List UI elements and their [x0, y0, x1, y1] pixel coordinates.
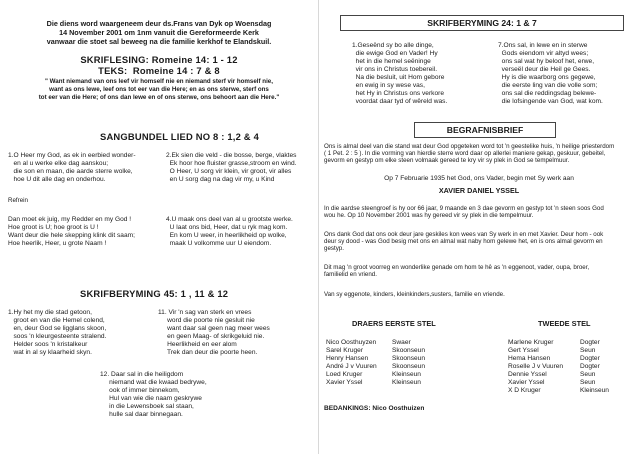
verse-line: hoe U dit alle dag en onderhou. [8, 176, 106, 183]
begrafnisbrief-heading: BEGRAFNISBRIEF [414, 122, 556, 138]
draer-name: Xavier Yssel [508, 379, 545, 386]
verse-line: Hul van wie die naam geskrywe [100, 395, 202, 402]
draer-relation: Seun [580, 371, 596, 378]
verse-line: 2.Ek sien die veld - die bosse, berge, vlaktes [166, 152, 297, 159]
draer-relation: Skoonseun [392, 355, 425, 362]
intro-line: Die diens word waargeneem deur ds.Frans van Dyk op Woensdag [46, 19, 272, 28]
skrifberyming24-heading: SKRIFBERYMING 24: 1 & 7 [340, 15, 624, 31]
intro-line: 14 November 2001 om 1nm vanuit die Gereformeerde Kerk [59, 28, 259, 37]
draer-name: Gert Yssel [508, 347, 539, 354]
teks-heading: TEKS: Romeine 14 : 7 & 8 [98, 65, 220, 76]
deceased-name: XAVIER DANIEL YSSEL [438, 186, 520, 195]
brief-line: wou he. Op 10 November 2001 was hy gereed vir sy plek in die tempelmuur. [324, 212, 534, 219]
draers-heading: DRAERS EERSTE STEL [352, 319, 436, 328]
verse-line: vir ons in Christus toebereil. [352, 66, 438, 73]
draer-relation: Dogter [580, 363, 600, 370]
verse-line: die son en maan, die aarde sterre wolke, [8, 168, 133, 175]
brief-line: gestyp. [324, 245, 344, 252]
draer-relation: Skoonseun [392, 347, 425, 354]
verse-line: en al u werke elke dag aanskou; [8, 160, 109, 167]
verse-line: maak U volkomme uur U eiendom. [166, 240, 272, 247]
refrein-label: Refrein [8, 197, 28, 204]
draer-relation: Kleinseun [392, 371, 421, 378]
draer-relation: Skoonseun [392, 363, 425, 370]
quote-line: " Want niemand van ons leef vir homself nie en niemand sterf vir homself nie, [45, 78, 273, 85]
tweede-heading: TWEEDE STEL [538, 319, 591, 328]
verse-line: 1.Geseënd sy bo alle dinge, [352, 42, 434, 49]
brief-line: In die aardse steengroef is hy oor 66 jaar, 9 maande en 3 dae gevorm en gestyp tot 'n steen soos God [324, 205, 604, 212]
verse-line: en ewig in sy wese vas, [352, 82, 425, 89]
draer-relation: Dogter [580, 339, 600, 346]
brief-line: Ons is almal deel van die stand wat deur God opgeteken word tot 'n geestelike huis, 'n heilige priesterdom [324, 143, 615, 150]
verse-line: wat in al sy klaarheid skyn. [8, 349, 92, 356]
verse-line: Gods eiendom vir altyd wees; [498, 50, 589, 57]
draer-name: Nico Oosthuyzen [326, 339, 377, 346]
quote-line: tot eer van die Here; of ons dan lewe en of ons sterwe, ons behoort aan die Here." [38, 94, 280, 101]
verse-line: die ewige God en Vader! Hy [352, 50, 438, 57]
verse-line: Heerlikheid en eer alom [158, 341, 237, 348]
verse-line: want daar sal geen nag meer wees [158, 325, 270, 332]
verse-line: en U sorg dag na dag vir my, u Kind [166, 176, 275, 183]
draer-relation: Seun [580, 347, 596, 354]
verse-line: En kom U weer, in heerlikheid op wolke, [166, 232, 287, 239]
verse-line: het Hy in Christus ons verkore [352, 90, 444, 97]
brief-intro-line: Op 7 Februarie 1935 het God, ons Vader, begin met Sy werk aan [384, 175, 574, 182]
verse-line: en, deur God se ligglans skoon, [8, 325, 107, 332]
draer-name: Marlene Kruger [508, 339, 554, 346]
draer-name: X D Kruger [508, 387, 541, 394]
verse-line: verseël deur die Heil ge Gees. [498, 66, 591, 73]
brief-line: Ons dank God dat ons ook deur jare geskiles kon wees van Sy werk in en met Xavier. Deur hom - ook [324, 231, 604, 238]
verse-line: die eerste ling van die volle som; [498, 82, 598, 89]
verse-line: word die poorte nie gesluit nie [158, 317, 255, 324]
verse-line: Trek dan deur die poorte heen. [158, 349, 258, 356]
verse-line: en geen Maag- of skrikgeluid nie. [158, 333, 265, 340]
verse-line: 1.Hy het my die stad getoon, [8, 309, 92, 316]
draer-relation: Kleinseun [392, 379, 421, 386]
verse-line: 7.Ons sal, in lewe en in sterwe [498, 42, 588, 49]
verse-line: 1.O Heer my God, as ek in eerbied wonder- [8, 152, 136, 159]
verse-line: U laat ons bid, Heer, dat u ryk mag kom. [166, 224, 288, 231]
verse-line: Want deur die hele skepping klink dit saam; [8, 232, 135, 239]
draer-name: Dennie Yssel [508, 371, 547, 378]
verse-line: 12. Daar sal in die heiligdom [100, 371, 184, 378]
draer-name: Loed Kruger [326, 371, 363, 378]
verse-line: Hoe groot is U; hoe groot is U ! [8, 224, 99, 231]
verse-line: die lofsingende van God, wat kom. [498, 98, 603, 105]
brief-line: Dit mag 'n groot voorreg en wonderlike genade om hom te hê as 'n eggenoot, vader, oupa, broer, [324, 264, 590, 271]
draer-name: Sarel Kruger [326, 347, 364, 354]
draer-name: Hema Hansen [508, 355, 551, 362]
intro-line: vanwaar die stoet sal beweeg na die familie kerkhof te Elandskuil. [46, 37, 272, 46]
verse-line: niemand wat die kwaad bedrywe, [100, 379, 207, 386]
verse-line: Hoe heerlik, Heer, u grote Naam ! [8, 240, 107, 247]
brief-line: gevorm en gestyp om elke steen volmaak gereed te kry vir sy plek in God se tempelmuur. [324, 157, 570, 164]
draer-name: Henry Hansen [326, 355, 369, 362]
verse-line: het in die hemel seëninge [352, 58, 431, 65]
verse-line: Hy is die waarborg ons gegewe, [498, 74, 596, 81]
skriflesing-heading: SKRIFLESING: Romeine 14: 1 - 12 [80, 54, 238, 65]
verse-line: Dan moet ek juig, my Redder en my God ! [8, 216, 132, 223]
verse-line: Helder soos 'n kristalkeur [8, 341, 88, 348]
quote-line: want as ons lewe, leef ons tot eer van die Here; en as ons sterwe, sterf ons [49, 86, 269, 93]
brief-line: familielid en vriend. [324, 271, 377, 278]
verse-line: groot en van die Hemel colend, [8, 317, 105, 324]
bedankings-line: BEDANKINGS: Nico Oosthuizen [324, 405, 425, 412]
verse-line: soos 'n kleurgesteente stralend. [8, 333, 107, 340]
draer-name: André J v Vuuren [326, 363, 377, 370]
draer-name: Xavier Yssel [326, 379, 363, 386]
verse-line: 4.U maak ons deel van al u grootste werke. [166, 216, 293, 223]
verse-line: 11. Vir 'n sag van sterk en vrees [158, 309, 252, 316]
skrifberyming45-heading: SKRIFBERYMING 45: 1 , 11 & 12 [80, 288, 229, 299]
draer-relation: Kleinseun [580, 387, 609, 394]
brief-line: deur sy dood - was God besig met ons en almal wat naby hom gelewe het, en is ons almal gevorm en [324, 238, 603, 245]
verse-line: ons sal wat hy beloof het, erwe, [498, 58, 595, 65]
draer-name: Roselle J v Vuuren [508, 363, 564, 370]
left-panel [0, 0, 318, 454]
verse-line: in die Lewensboek sal staan, [100, 403, 194, 410]
verse-line: Na die besluit, uit Hom gebore [352, 74, 445, 81]
sangbundel-heading: SANGBUNDEL LIED NO 8 : 1,2 & 4 [100, 131, 259, 142]
verse-line: voordat daar tyd of wêreld was. [352, 98, 448, 105]
verse-line: Ek hoor hoe fluister grasse,stroom en wind. [166, 160, 297, 167]
verse-line: hulle sal daar binnegaan. [100, 411, 183, 418]
brief-line: ( 1 Pet. 2 : 5 ). In die vorming van hierdie sterre word daar op allerlei maniere gekap, geskuur, gebeitel, [324, 150, 606, 157]
draer-relation: Swaer [392, 339, 411, 346]
verse-line: O Heer, U sorg vir klein, vir groot, vir alles [166, 168, 292, 175]
verse-line: ook of immer binnekom, [100, 387, 180, 394]
draer-relation: Seun [580, 379, 596, 386]
right-panel [318, 0, 640, 454]
verse-line: ons sal die reddingsdag belewe- [498, 90, 597, 97]
brief-signoff: Van sy eggenote, kinders, kleinkinders,susters, familie en vriende. [324, 291, 505, 298]
draer-relation: Dogter [580, 355, 600, 362]
